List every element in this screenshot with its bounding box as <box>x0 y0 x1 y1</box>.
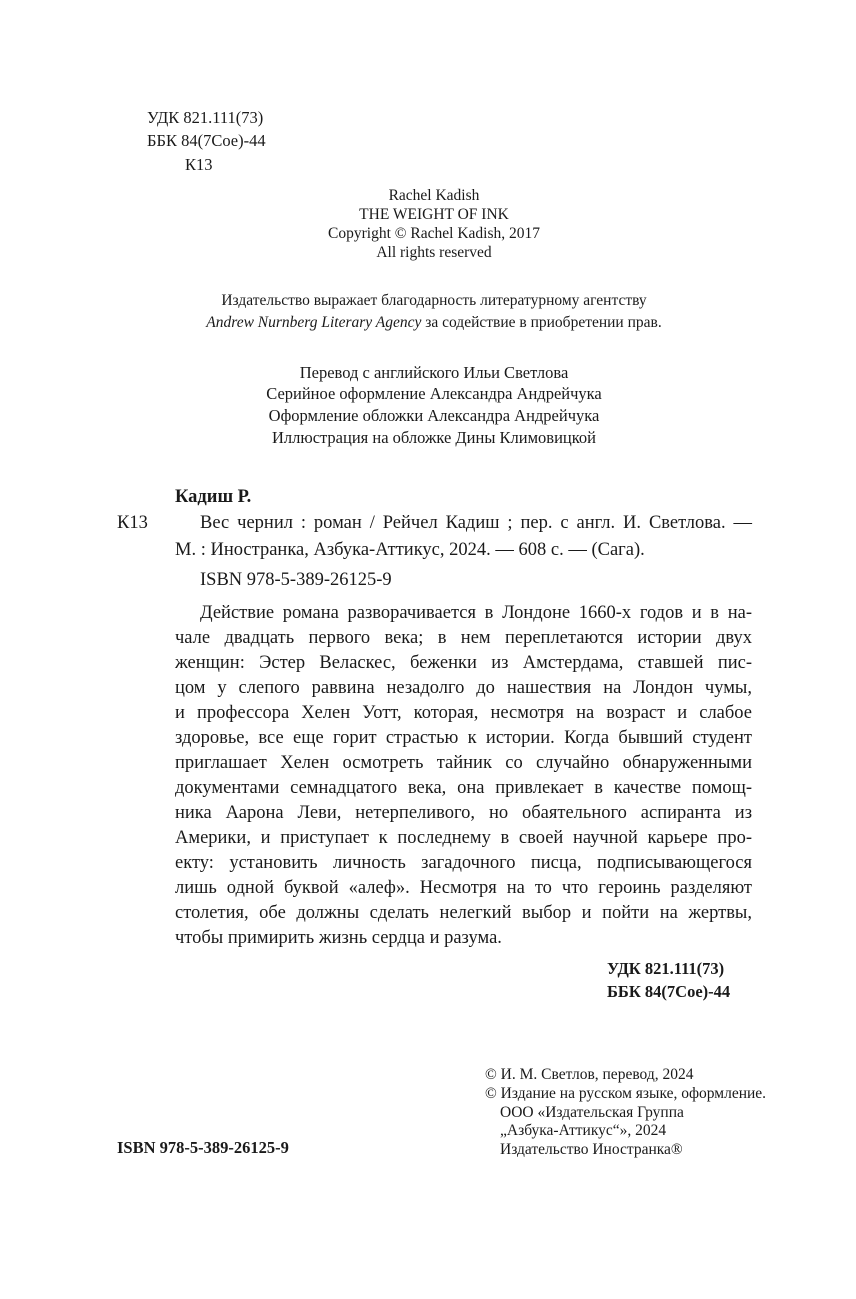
credit-series-design: Серийное оформление Александра Андрейчука <box>266 384 602 403</box>
rights-reserved: All rights reserved <box>376 244 492 261</box>
acknowledgement-rest: за содействие в приобретении прав. <box>421 314 662 331</box>
catalog-line1: Вес чернил : роман / Рейчел Кадиш ; пер. с англ. И. Светлова. — <box>200 513 752 533</box>
annotation-line: и профессора Хелен Уотт, которая, несмотря на возраст и слабое <box>175 703 752 723</box>
agency-name: Andrew Nurnberg Literary Agency <box>206 314 422 331</box>
annotation-line: столетия, обе должны сделать нелегкий выбор и пойти на жертвы, <box>175 903 752 923</box>
copyright-translation: © И. М. Светлов, перевод, 2024 <box>485 1066 694 1083</box>
annotation-line: екту: установить личность загадочного писца, подписывающегося <box>175 853 752 873</box>
bbk-code-bottom: ББК 84(7Сое)-44 <box>607 982 731 1001</box>
copyright-publisher-2: „Азбука-Аттикус“», 2024 <box>500 1122 667 1139</box>
credit-cover-design: Оформление обложки Александра Андрейчука <box>268 406 600 425</box>
udk-code-top: УДК 821.111(73) <box>147 108 264 127</box>
credit-cover-illustration: Иллюстрация на обложке Дины Климовицкой <box>271 428 597 447</box>
copyright-imprint: Издательство Иностранка® <box>500 1141 683 1158</box>
annotation-line: ника Аарона Леви, нетерпеливого, но обаятельного аспиранта из <box>175 803 752 823</box>
udk-code-bottom: УДК 821.111(73) <box>607 959 725 978</box>
copyright-edition: © Издание на русском языке, оформление. <box>485 1085 767 1102</box>
annotation-line: чтобы примирить жизнь сердца и разума. <box>175 928 502 948</box>
copyright-publisher-1: ООО «Издательская Группа <box>500 1104 684 1121</box>
annotation-line: здоровье, все еще горит страстью к истории. Когда бывший студент <box>175 728 752 748</box>
catalog-mark: К13 <box>117 513 148 533</box>
annotation-line: документами семнадцатого века, она привлекает в качестве помощ- <box>175 778 752 798</box>
acknowledgement-line1: Издательство выражает благодарность литературному агентству <box>221 292 647 309</box>
annotation-line: лишь одной буквой «алеф». Несмотря на то что героинь разделяют <box>175 878 752 898</box>
author-mark-top: К13 <box>185 155 213 174</box>
annotation-line: чале двадцать первого века; в нем переплетаются истории двух <box>175 628 752 648</box>
catalog-isbn: ISBN 978-5-389-26125-9 <box>200 570 392 590</box>
annotation-line: цом у слепого раввина незадолго до нашествия на Лондон чумы, <box>175 678 752 698</box>
catalog-heading: Кадиш Р. <box>175 487 252 507</box>
bbk-code-top: ББК 84(7Сое)-44 <box>147 131 266 150</box>
annotation-line: приглашает Хелен осмотреть тайник со случайно обнаруженными <box>175 753 752 773</box>
original-title: THE WEIGHT OF INK <box>359 206 509 223</box>
acknowledgement-line2 <box>0 311 856 335</box>
credit-translation: Перевод с английского Ильи Светлова <box>299 363 569 382</box>
catalog-line2: М. : Иностранка, Азбука-Аттикус, 2024. — 608 с. — (Сага). <box>175 540 645 560</box>
annotation-line: Действие романа разворачивается в Лондоне 1660-х годов и в на- <box>200 603 752 623</box>
annotation-line: Америки, и приступает к последнему в своей научной карьере про- <box>175 828 752 848</box>
original-author: Rachel Kadish <box>388 187 480 204</box>
original-copyright: Copyright © Rachel Kadish, 2017 <box>328 225 540 242</box>
annotation-line: женщин: Эстер Веласкес, беженки из Амстердама, ставшей пис- <box>175 653 752 673</box>
isbn-bold: ISBN 978-5-389-26125-9 <box>117 1138 289 1157</box>
